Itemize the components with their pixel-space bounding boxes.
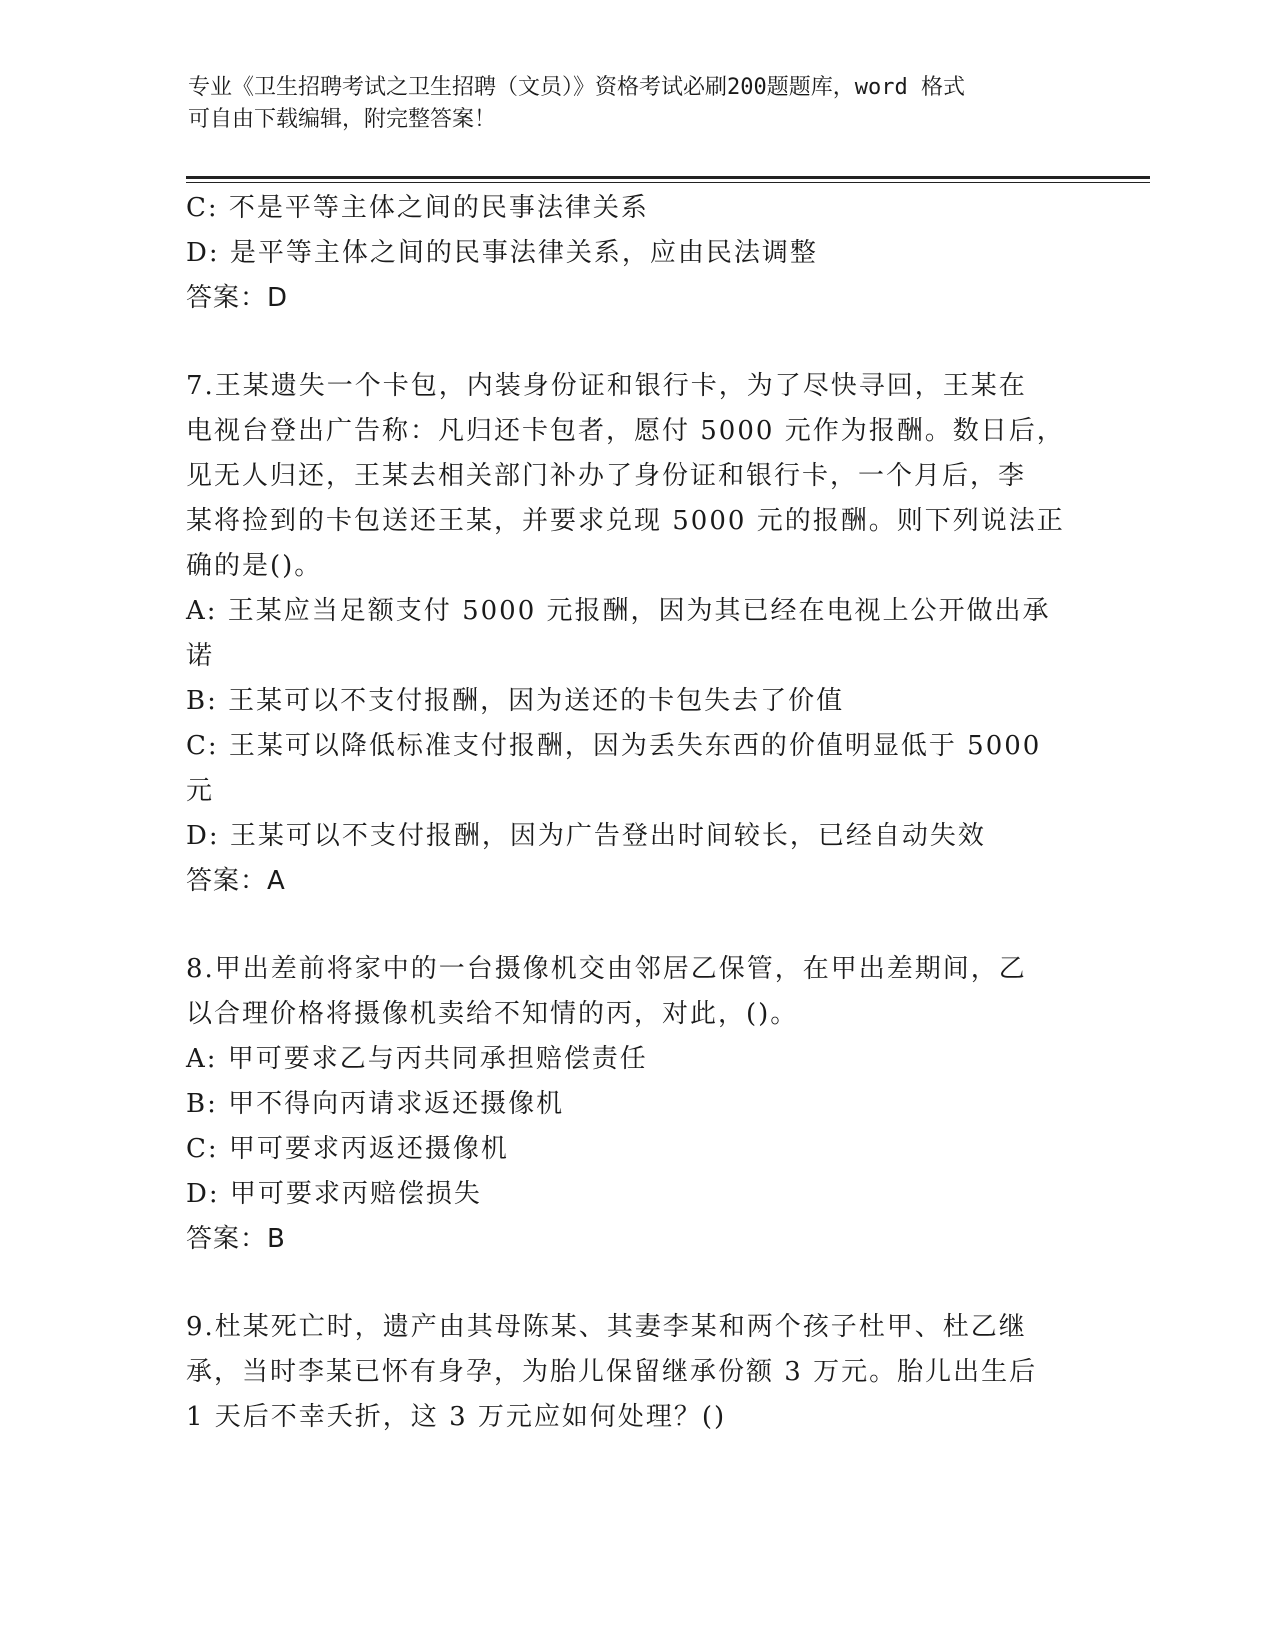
question-stem-line: 某将捡到的卡包送还王某，并要求兑现 5000 元的报酬。则下列说法正 — [186, 506, 1065, 536]
answer-line: 答案：D — [186, 283, 289, 313]
option-c: C: 王某可以降低标准支付报酬，因为丢失东西的价值明显低于 5000 — [186, 731, 1042, 761]
header-line-2: 可自由下载编辑，附完整答案！ — [188, 107, 497, 132]
header-line-1: 专业《卫生招聘考试之卫生招聘（文员）》资格考试必刷200题题库，word 格式 — [188, 75, 965, 100]
question-stem-line: 8.甲出差前将家中的一台摄像机交由邻居乙保管，在甲出差期间，乙 — [186, 954, 1027, 984]
option-b: B: 王某可以不支付报酬，因为送还的卡包失去了价值 — [186, 686, 845, 716]
question-7 — [186, 364, 1076, 904]
question-stem-line: 1 天后不幸夭折，这 3 万元应如何处理？() — [186, 1402, 727, 1432]
option-b: B: 甲不得向丙请求返还摄像机 — [186, 1089, 565, 1119]
question-stem-line: 确的是()。 — [186, 551, 323, 581]
question-stem-line: 电视台登出广告称：凡归还卡包者，愿付 5000 元作为报酬。数日后， — [186, 416, 1065, 446]
option-c: C: 不是平等主体之间的民事法律关系 — [186, 193, 649, 223]
question-9 — [186, 1305, 1076, 1440]
option-d: D: 王某可以不支付报酬，因为广告登出时间较长，已经自动失效 — [186, 821, 986, 851]
option-c: C: 甲可要求丙返还摄像机 — [186, 1134, 509, 1164]
question-8 — [186, 947, 1076, 1262]
option-a: A: 甲可要求乙与丙共同承担赔偿责任 — [186, 1044, 648, 1074]
header-divider-thick — [186, 176, 1150, 179]
question-content — [186, 186, 1076, 1440]
answer-line: 答案：B — [186, 1224, 286, 1254]
question-stem-line: 7.王某遗失一个卡包，内装身份证和银行卡，为了尽快寻回，王某在 — [186, 371, 1027, 401]
option-c-continued: 元 — [186, 776, 215, 806]
option-a-continued: 诺 — [186, 641, 215, 671]
question-6-tail — [186, 186, 1076, 321]
question-stem-line: 见无人归还，王某去相关部门补办了身份证和银行卡，一个月后，李 — [186, 461, 1027, 491]
answer-line: 答案：A — [186, 866, 286, 896]
header-divider-thin — [186, 182, 1150, 183]
question-stem-line: 承，当时李某已怀有身孕，为胎儿保留继承份额 3 万元。胎儿出生后 — [186, 1357, 1038, 1387]
option-a: A: 王某应当足额支付 5000 元报酬，因为其已经在电视上公开做出承 — [186, 596, 1051, 626]
option-d: D: 是平等主体之间的民事法律关系，应由民法调整 — [186, 238, 818, 268]
option-d: D: 甲可要求丙赔偿损失 — [186, 1179, 482, 1209]
document-header — [188, 72, 1068, 136]
question-stem-line: 9.杜某死亡时，遗产由其母陈某、其妻李某和两个孩子杜甲、杜乙继 — [186, 1312, 1027, 1342]
question-stem-line: 以合理价格将摄像机卖给不知情的丙，对此，()。 — [186, 999, 799, 1029]
